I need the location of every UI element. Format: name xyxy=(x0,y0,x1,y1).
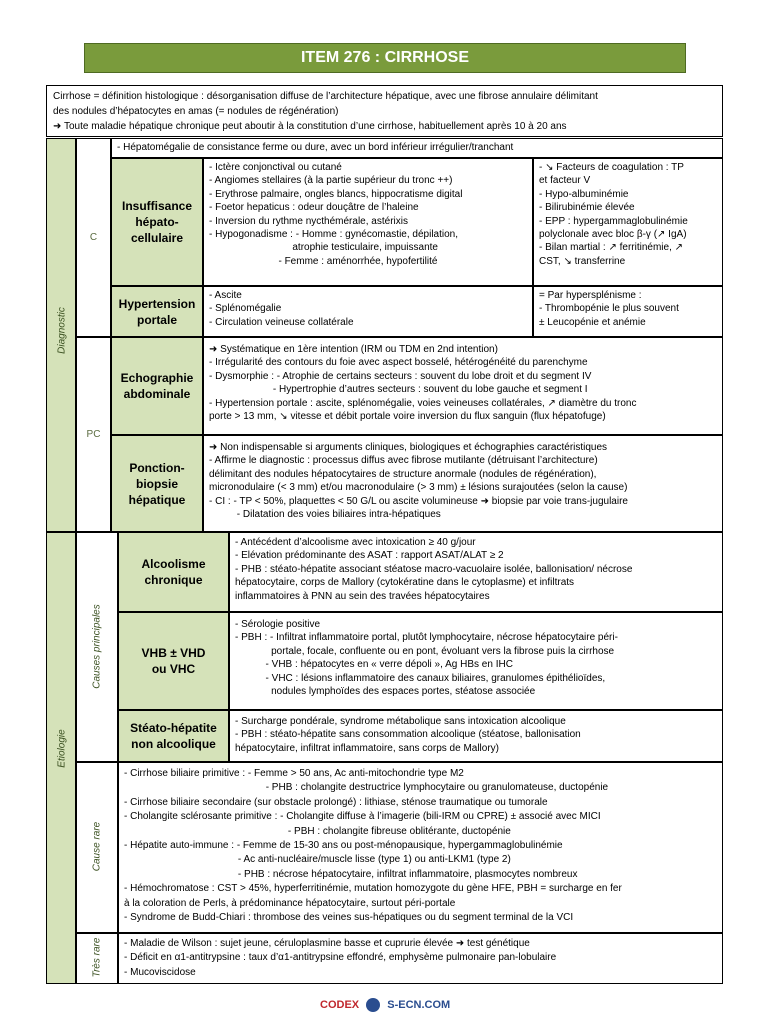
sign-line: atrophie testiculaire, impuissante xyxy=(209,242,438,254)
bio-line: - Hypo-albuminémie xyxy=(539,188,629,200)
vhb-header xyxy=(118,612,229,710)
bio-line: et facteur V xyxy=(539,175,591,187)
intro-definition xyxy=(46,85,723,137)
rare-line: - Ac anti-nucléaire/muscle lisse (type 1) ou anti-LKM1 (type 2) xyxy=(124,854,511,866)
rare-line: - Cirrhose biliaire primitive : - Femme > 50 ans, Ac anti-mitochondrie type M2 xyxy=(124,768,464,779)
footer-brand xyxy=(320,998,450,1012)
header-line: Hypertension xyxy=(118,296,196,311)
alcool-line: - PHB : stéato-hépatite associant stéatose macro-vacuolaire isolée, ballonisation/ nécrose xyxy=(235,563,633,575)
header-line: hépato- xyxy=(135,215,179,229)
nash-header xyxy=(118,710,229,762)
causes-principales-band xyxy=(76,532,118,762)
cause-rare-band xyxy=(76,762,118,933)
ponction-line: - Affirme le diagnostic : processus diffus avec fibrose mutilante (détruisant l’architecture) xyxy=(209,455,598,467)
header-line: ou VHC xyxy=(151,662,196,676)
tres-rare-text xyxy=(118,933,723,984)
rare-line: - PHB : cholangite destructrice lymphocytaire ou granulomateuse, ductopénie xyxy=(124,782,609,794)
bio-line: = Par hypersplénisme : xyxy=(539,290,642,301)
bio-line: - Bilirubinémie élevée xyxy=(539,202,635,214)
vhb-text xyxy=(229,612,723,710)
ponction-line: - Dilatation des voies biliaires intra-hépatiques xyxy=(209,509,441,521)
ponction-line: micronodulaire (< 3 mm) et/ou macronodulaire (> 3 mm) ± lésions surajoutées (selon la cause) xyxy=(209,482,628,494)
header-line: non alcoolique xyxy=(131,737,216,751)
sign-line: - Ictère conjonctival ou cutané xyxy=(209,162,342,173)
header-line: portale xyxy=(136,312,177,327)
echo-header xyxy=(111,337,203,435)
header-line: Insuffisance xyxy=(121,199,193,213)
intro-line: Cirrhose = définition histologique : désorganisation diffuse de l’architecture hépatique, avec une fibrose annulaire délimitant xyxy=(53,91,598,102)
header-line: biopsie xyxy=(135,476,178,491)
sign-line: - Ascite xyxy=(209,290,242,301)
rare-line: - PHB : nécrose hépatocytaire, infiltrat inflammatoire, plasmocytes nombreux xyxy=(124,868,578,880)
insuffisance-bio xyxy=(533,158,723,286)
sign-line: - Foetor hepaticus : odeur douçâtre de l’haleine xyxy=(209,202,419,214)
rare-line: - PBH : cholangite fibreuse oblitérante, ductopénie xyxy=(124,825,511,837)
tres-rare-band xyxy=(76,933,118,984)
nash-line: - Surcharge pondérale, syndrome métabolique sans intoxication alcoolique xyxy=(235,716,566,727)
alcool-header xyxy=(118,532,229,612)
vhb-line: - PBH : - Infiltrat inflammatoire portal, plutôt lymphocytaire, nécrose hépatocytaire péri- xyxy=(235,632,618,644)
header-line: hépatique xyxy=(128,492,186,507)
header-line: VHB ± VHD xyxy=(141,646,206,660)
rare-line: - Hépatite auto-immune : - Femme de 15-30 ans ou post-ménopausique, hypergammaglobulinémie xyxy=(124,840,563,852)
page-title: ITEM 276 : CIRRHOSE xyxy=(84,43,686,73)
bio-line: - Thrombopénie le plus souvent xyxy=(539,303,679,315)
ponction-line: - CI : - TP < 50%, plaquettes < 50 G/L ou ascite volumineuse ➜ biopsie par voie trans-jugulaire xyxy=(209,495,628,507)
alcool-line: - Elévation prédominante des ASAT : rapport ASAT/ALAT ≥ 2 xyxy=(235,550,504,562)
echo-line: ➜ Systématique en 1ère intention (IRM ou TDM en 2nd intention) xyxy=(209,344,498,355)
vhb-line: nodules lymphoïdes des espaces portes, stéatose associée xyxy=(235,686,536,698)
bio-line: CST, ↘ transferrine xyxy=(539,255,626,267)
vhb-line: portale, focale, confluente ou en pont, évoluant vers la fibrose puis la cirrhose xyxy=(235,645,615,657)
vhb-line: - VHC : lésions inflammatoire des canaux biliaires, granulomes épithélioïdes, xyxy=(235,672,606,684)
insuffisance-signs xyxy=(203,158,533,286)
sign-line: - Angiomes stellaires (à la partie supérieur du tronc ++) xyxy=(209,175,453,187)
nash-line: - PBH : stéato-hépatite sans consommation alcoolique (stéatose, ballonisation xyxy=(235,729,581,741)
c-label: C xyxy=(76,138,111,337)
bio-line: - EPP : hypergammaglobulinémie xyxy=(539,215,688,227)
rare-line: - Hémochromatose : CST > 45%, hyperferritinémie, mutation homozygote du gène HFE, PBH = surcharge en fer xyxy=(124,883,622,895)
echo-line: - Hypertrophie d’autres secteurs : souvent du lobe gauche et segment I xyxy=(209,384,588,396)
diagnostic-band xyxy=(46,138,76,532)
tres-rare-line: - Déficit en α1-antitrypsine : taux d’α1-antitrypsine effondré, emphysème pulmonaire pan-lobulaire xyxy=(124,952,557,964)
alcool-line: hépatocytaire, corps de Mallory (cytokératine dans le cytoplasme) et infiltrats xyxy=(235,577,575,589)
echo-line: porte > 13 mm, ↘ vitesse et débit portale voire inversion du flux sanguin (flux hépatofuge) xyxy=(209,411,606,423)
alcool-line: - Antécédent d’alcoolisme avec intoxication ≥ 40 g/jour xyxy=(235,537,476,548)
rare-line: - Syndrome de Budd-Chiari : thrombose des veines sus-hépatiques ou du segment terminal de la VCI xyxy=(124,912,574,924)
insuffisance-header xyxy=(111,158,203,286)
htp-header xyxy=(111,286,203,337)
header-line: cellulaire xyxy=(130,231,184,245)
sign-line: - Hypogonadisme : - Homme : gynécomastie, dépilation, xyxy=(209,229,459,241)
vhb-line: - Sérologie positive xyxy=(235,619,321,630)
intro-line: des nodules d’hépatocytes en amas (= nodules de régénération) xyxy=(53,106,339,117)
site-label: S-ECN.COM xyxy=(387,998,451,1011)
sign-line: - Circulation veineuse collatérale xyxy=(209,316,354,328)
rare-line: - Cholangite sclérosante primitive : - Cholangite diffuse à l’imagerie (bili-IRM ou CPRE) ± associé avec MICI xyxy=(124,811,601,823)
bio-line: polyclonale avec bloc β-γ (↗ IgA) xyxy=(539,229,687,241)
etiologie-label: Etiologie xyxy=(56,729,68,768)
nash-line: hépatocytaire, infiltrat inflammatoire, sans corps de Mallory) xyxy=(235,742,499,754)
header-line: chronique xyxy=(144,573,203,587)
bio-line: - Bilan martial : ↗ ferritinémie, ↗ xyxy=(539,242,684,254)
bio-line: ± Leucopénie et anémie xyxy=(539,316,646,328)
cause-rare-label: Cause rare xyxy=(91,821,103,872)
bio-line: - ↘ Facteurs de coagulation : TP xyxy=(539,162,684,173)
causes-principales-label: Causes principales xyxy=(91,604,103,689)
pc-label: PC xyxy=(76,337,111,532)
sign-line: - Splénomégalie xyxy=(209,303,282,315)
echo-line: - Hypertension portale : ascite, splénomégalie, voies veineuses collatérales, ↗ diamètre du tronc xyxy=(209,397,637,409)
alcool-line: inflammatoires à PNN au sein des travées hépatocytaires xyxy=(235,590,490,602)
hepatomegalie-row: - Hépatomégalie de consistance ferme ou dure, avec un bord inférieur irrégulier/tranchant xyxy=(111,138,723,158)
ponction-line: ➜ Non indispensable si arguments cliniques, biologiques et échographies caractéristiques xyxy=(209,442,608,453)
tres-rare-line: - Maladie de Wilson : sujet jeune, céruloplasmine basse et cuprurie élevée ➜ test génétique xyxy=(124,938,530,949)
diagnostic-label: Diagnostic xyxy=(56,307,68,354)
sign-line: - Erythrose palmaire, ongles blancs, hippocratisme digital xyxy=(209,188,463,200)
alcool-text xyxy=(229,532,723,612)
codex-logo-icon xyxy=(366,998,380,1012)
intro-line: ➜ Toute maladie hépatique chronique peut aboutir à la constitution d’une cirrhose, habituellement après 10 à 20 ans xyxy=(53,121,567,132)
ponction-text xyxy=(203,435,723,532)
cause-rare-text xyxy=(118,762,723,933)
header-line: Stéato-hépatite xyxy=(130,721,217,735)
sign-line: - Femme : aménorrhée, hypofertilité xyxy=(209,255,438,267)
htp-signs xyxy=(203,286,533,337)
ponction-header xyxy=(111,435,203,532)
header-line: Alcoolisme xyxy=(141,557,206,571)
rare-line: à la coloration de Perls, à prédominance hépatocytaire, surtout péri-portale xyxy=(124,897,456,909)
sign-line: - Inversion du rythme nycthémérale, astérixis xyxy=(209,215,408,227)
rare-line: - Cirrhose biliaire secondaire (sur obstacle prolongé) : lithiase, sténose traumatique ou tumorale xyxy=(124,796,548,808)
tres-rare-label: Très rare xyxy=(91,937,103,978)
header-line: Ponction- xyxy=(129,460,185,475)
htp-bio xyxy=(533,286,723,337)
header-line: Echographie xyxy=(120,371,194,385)
echo-text xyxy=(203,337,723,435)
header-line: abdominale xyxy=(123,387,191,401)
vhb-line: - VHB : hépatocytes en « verre dépoli », Ag HBs en IHC xyxy=(235,659,513,671)
codex-label: CODEX xyxy=(320,998,360,1011)
tres-rare-line: - Mucoviscidose xyxy=(124,966,196,978)
etiologie-band xyxy=(46,532,76,984)
echo-line: - Irrégularité des contours du foie avec aspect bosselé, hétérogénéité du parenchyme xyxy=(209,357,588,369)
nash-text xyxy=(229,710,723,762)
ponction-line: délimitant des nodules hépatocytaires de structure anormale (nodules de régénération), xyxy=(209,468,597,480)
echo-line: - Dysmorphie : - Atrophie de certains secteurs : souvent du lobe droit et du segment IV xyxy=(209,370,592,382)
